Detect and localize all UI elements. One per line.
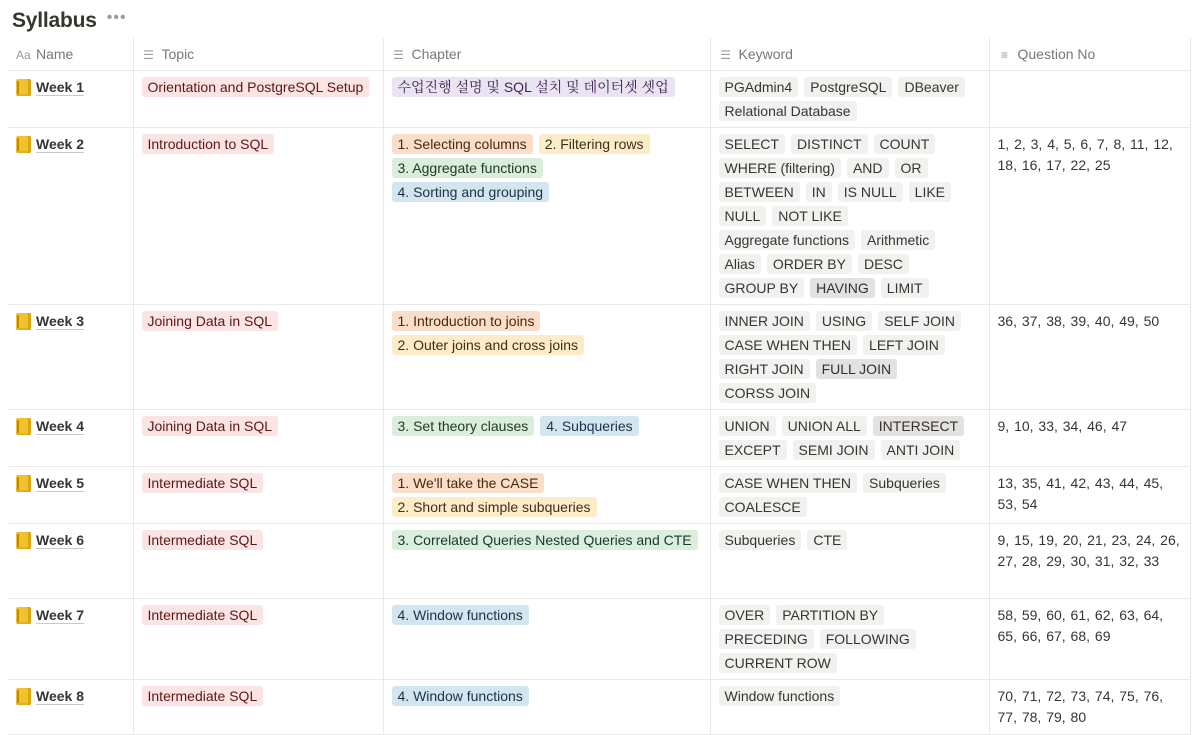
chapter-tags xyxy=(392,416,702,436)
chapter-tags xyxy=(392,530,702,550)
keyword-tags xyxy=(719,311,981,403)
topic-tag: Orientation and PostgreSQL Setup xyxy=(142,77,370,97)
keyword-tags xyxy=(719,473,981,517)
topic-cell[interactable] xyxy=(133,305,383,410)
keyword-tag: Subqueries xyxy=(863,473,946,493)
topic-tag: Intermediate SQL xyxy=(142,686,264,706)
name-cell[interactable] xyxy=(8,467,133,524)
question-no-cell[interactable] xyxy=(989,128,1190,305)
chapter-tag: 3. Aggregate functions xyxy=(392,158,543,178)
chapter-tag: 4. Window functions xyxy=(392,605,529,625)
chapter-tags xyxy=(392,77,702,97)
syllabus-table xyxy=(8,38,1191,735)
row-name-link[interactable]: Week 8 xyxy=(36,688,84,704)
list-icon: ☰ xyxy=(393,48,404,62)
question-numbers: 13, 35, 41, 42, 43, 44, 45, 53, 54 xyxy=(997,475,1164,512)
name-wrapper xyxy=(16,77,125,97)
row-name-link[interactable]: Week 1 xyxy=(36,79,84,95)
chapter-tag: 수업진행 설명 및 SQL 설치 및 데이터셋 셋업 xyxy=(392,77,675,97)
keyword-tag: Subqueries xyxy=(719,530,802,550)
chapter-cell[interactable] xyxy=(383,524,710,599)
keyword-tag: OVER xyxy=(719,605,771,625)
keyword-tag: INTERSECT xyxy=(873,416,964,436)
keyword-tag: ANTI JOIN xyxy=(881,440,961,460)
question-numbers: 58, 59, 60, 61, 62, 63, 64, 65, 66, 67, 68, 69 xyxy=(997,607,1164,644)
name-cell[interactable] xyxy=(8,305,133,410)
chapter-tag: 1. We'll take the CASE xyxy=(392,473,545,493)
topic-cell[interactable] xyxy=(133,524,383,599)
keyword-tag: LIMIT xyxy=(881,278,929,298)
keyword-tag: AND xyxy=(847,158,889,178)
chapter-tags xyxy=(392,605,702,625)
keyword-tag: PGAdmin4 xyxy=(719,77,799,97)
name-wrapper xyxy=(16,605,125,625)
column-label: Chapter xyxy=(411,46,462,62)
row-name-link[interactable]: Week 5 xyxy=(36,475,84,491)
keyword-tag: DBeaver xyxy=(898,77,964,97)
keyword-tag: IS NULL xyxy=(838,182,903,202)
keyword-tag: SEMI JOIN xyxy=(793,440,875,460)
column-header-question-no[interactable] xyxy=(989,38,1190,71)
keyword-tag: Arithmetic xyxy=(861,230,935,250)
keyword-cell[interactable] xyxy=(710,599,989,680)
topic-cell[interactable] xyxy=(133,410,383,467)
topic-tag: Introduction to SQL xyxy=(142,134,275,154)
keyword-tag: PRECEDING xyxy=(719,629,814,649)
column-header-name[interactable] xyxy=(8,38,133,71)
name-cell[interactable] xyxy=(8,524,133,599)
keyword-tag: CASE WHEN THEN xyxy=(719,335,858,355)
keyword-cell[interactable] xyxy=(710,305,989,410)
column-label: Name xyxy=(36,46,74,62)
keyword-tag: CURRENT ROW xyxy=(719,653,837,673)
keyword-tag: SELECT xyxy=(719,134,785,154)
keyword-tags xyxy=(719,605,981,673)
topic-tag: Intermediate SQL xyxy=(142,605,264,625)
notebook-icon xyxy=(16,607,31,624)
chapter-cell[interactable] xyxy=(383,680,710,735)
keyword-tag: CORSS JOIN xyxy=(719,383,817,403)
name-cell[interactable] xyxy=(8,71,133,128)
chapter-tag: 4. Subqueries xyxy=(540,416,638,436)
chapter-tag: 2. Filtering rows xyxy=(539,134,650,154)
keyword-tag: PARTITION BY xyxy=(776,605,884,625)
list-icon: ☰ xyxy=(720,48,731,62)
question-no-cell[interactable] xyxy=(989,71,1190,128)
keyword-tag: LEFT JOIN xyxy=(863,335,945,355)
chapter-cell[interactable] xyxy=(383,410,710,467)
text-icon: ≡ xyxy=(1000,48,1008,62)
chapter-tag: 4. Window functions xyxy=(392,686,529,706)
name-cell[interactable] xyxy=(8,128,133,305)
topic-cell[interactable] xyxy=(133,71,383,128)
table-header-row xyxy=(8,38,1190,71)
keyword-tag: BETWEEN xyxy=(719,182,800,202)
name-cell[interactable] xyxy=(8,680,133,735)
table-row[interactable] xyxy=(8,467,1190,524)
keyword-cell[interactable] xyxy=(710,680,989,735)
notebook-icon xyxy=(16,136,31,153)
topic-tags xyxy=(142,77,375,97)
notebook-icon xyxy=(16,688,31,705)
keyword-tag: CASE WHEN THEN xyxy=(719,473,858,493)
question-no-cell[interactable] xyxy=(989,680,1190,735)
name-wrapper xyxy=(16,530,125,550)
keyword-tag: USING xyxy=(816,311,872,331)
chapter-tags xyxy=(392,134,702,202)
column-header-topic[interactable] xyxy=(133,38,383,71)
list-icon: ☰ xyxy=(143,48,154,62)
column-label: Keyword xyxy=(738,46,793,62)
chapter-cell[interactable] xyxy=(383,305,710,410)
chapter-tag: 2. Outer joins and cross joins xyxy=(392,335,585,355)
notebook-icon xyxy=(16,475,31,492)
keyword-tag: ORDER BY xyxy=(767,254,852,274)
notebook-icon xyxy=(16,79,31,96)
table-row[interactable] xyxy=(8,410,1190,467)
question-no-cell[interactable] xyxy=(989,524,1190,599)
more-options-button[interactable]: ••• xyxy=(106,9,127,26)
question-numbers: 1, 2, 3, 4, 5, 6, 7, 8, 11, 12, 18, 16, 17, 22, 25 xyxy=(997,136,1173,173)
notebook-icon xyxy=(16,313,31,330)
topic-tag: Intermediate SQL xyxy=(142,473,264,493)
keyword-tag: COUNT xyxy=(874,134,936,154)
keyword-tag: PostgreSQL xyxy=(804,77,892,97)
keyword-tag: HAVING xyxy=(810,278,875,298)
keyword-tag: NOT LIKE xyxy=(772,206,848,226)
keyword-tags xyxy=(719,530,981,550)
column-label: Topic xyxy=(161,46,195,62)
keyword-tag: GROUP BY xyxy=(719,278,805,298)
topic-tags xyxy=(142,473,375,493)
text-type-icon: Aa xyxy=(16,48,31,62)
column-label: Question No xyxy=(1017,46,1096,62)
keyword-tag: INNER JOIN xyxy=(719,311,810,331)
question-no-cell[interactable] xyxy=(989,467,1190,524)
keyword-tag: OR xyxy=(895,158,928,178)
keyword-cell[interactable] xyxy=(710,410,989,467)
keyword-tag: CTE xyxy=(807,530,847,550)
keyword-tag: DISTINCT xyxy=(791,134,868,154)
row-name-link[interactable]: Week 4 xyxy=(36,418,84,434)
keyword-tag: WHERE (filtering) xyxy=(719,158,841,178)
keyword-tag: UNION ALL xyxy=(782,416,867,436)
keyword-tags xyxy=(719,416,981,460)
chapter-tags xyxy=(392,686,702,706)
keyword-tag: IN xyxy=(806,182,832,202)
chapter-tags xyxy=(392,473,702,517)
topic-tags xyxy=(142,134,375,154)
keyword-tag: EXCEPT xyxy=(719,440,787,460)
table-row[interactable] xyxy=(8,71,1190,128)
row-name-link[interactable]: Week 2 xyxy=(36,136,84,152)
keyword-tag: SELF JOIN xyxy=(878,311,961,331)
topic-tags xyxy=(142,686,375,706)
row-name-link[interactable]: Week 6 xyxy=(36,532,84,548)
topic-cell[interactable] xyxy=(133,128,383,305)
topic-tags xyxy=(142,416,375,436)
question-numbers: 70, 71, 72, 73, 74, 75, 76, 77, 78, 79, 80 xyxy=(997,688,1164,725)
chapter-cell[interactable] xyxy=(383,599,710,680)
topic-tags xyxy=(142,605,375,625)
keyword-tags xyxy=(719,686,981,706)
chapter-cell[interactable] xyxy=(383,128,710,305)
keyword-tag: DESC xyxy=(858,254,909,274)
topic-cell[interactable] xyxy=(133,599,383,680)
keyword-tag: FOLLOWING xyxy=(820,629,916,649)
question-numbers: 36, 37, 38, 39, 40, 49, 50 xyxy=(997,313,1160,329)
name-wrapper xyxy=(16,416,125,436)
page-title: Syllabus xyxy=(12,9,97,32)
topic-cell[interactable] xyxy=(133,467,383,524)
table-row[interactable] xyxy=(8,599,1190,680)
question-no-cell[interactable] xyxy=(989,305,1190,410)
table-row[interactable] xyxy=(8,305,1190,410)
chapter-tags xyxy=(392,311,702,355)
chapter-tag: 3. Set theory clauses xyxy=(392,416,535,436)
chapter-tag: 2. Short and simple subqueries xyxy=(392,497,597,517)
name-wrapper xyxy=(16,311,125,331)
topic-tag: Intermediate SQL xyxy=(142,530,264,550)
topic-tags xyxy=(142,530,375,550)
topic-tags xyxy=(142,311,375,331)
keyword-tag: Relational Database xyxy=(719,101,857,121)
keyword-tag: COALESCE xyxy=(719,497,807,517)
chapter-cell[interactable] xyxy=(383,467,710,524)
chapter-tag: 1. Selecting columns xyxy=(392,134,533,154)
keyword-tag: NULL xyxy=(719,206,767,226)
keyword-tag: Alias xyxy=(719,254,761,274)
topic-tag: Joining Data in SQL xyxy=(142,416,279,436)
keyword-tag: UNION xyxy=(719,416,776,436)
notebook-icon xyxy=(16,532,31,549)
keyword-tag: RIGHT JOIN xyxy=(719,359,810,379)
name-wrapper xyxy=(16,134,125,154)
name-cell[interactable] xyxy=(8,410,133,467)
row-name-link[interactable]: Week 7 xyxy=(36,607,84,623)
name-wrapper xyxy=(16,686,125,706)
column-header-chapter[interactable] xyxy=(383,38,710,71)
question-no-cell[interactable] xyxy=(989,599,1190,680)
chapter-tag: 3. Correlated Queries Nested Queries and CTE xyxy=(392,530,698,550)
table-row[interactable] xyxy=(8,524,1190,599)
column-header-keyword[interactable] xyxy=(710,38,989,71)
question-no-cell[interactable] xyxy=(989,410,1190,467)
keyword-cell[interactable] xyxy=(710,128,989,305)
keyword-tag: Aggregate functions xyxy=(719,230,856,250)
table-row[interactable] xyxy=(8,128,1190,305)
question-numbers: 9, 15, 19, 20, 21, 23, 24, 26, 27, 28, 29, 30, 31, 32, 33 xyxy=(997,532,1180,569)
chapter-cell[interactable] xyxy=(383,71,710,128)
keyword-cell[interactable] xyxy=(710,71,989,128)
keyword-tags xyxy=(719,134,981,298)
row-name-link[interactable]: Week 3 xyxy=(36,313,84,329)
keyword-cell[interactable] xyxy=(710,467,989,524)
notebook-icon xyxy=(16,418,31,435)
keyword-cell[interactable] xyxy=(710,524,989,599)
chapter-tag: 4. Sorting and grouping xyxy=(392,182,550,202)
keyword-tag: FULL JOIN xyxy=(816,359,898,379)
name-cell[interactable] xyxy=(8,599,133,680)
page-header xyxy=(12,6,127,36)
keyword-tag: Window functions xyxy=(719,686,841,706)
chapter-tag: 1. Introduction to joins xyxy=(392,311,541,331)
topic-tag: Joining Data in SQL xyxy=(142,311,279,331)
keyword-tags xyxy=(719,77,981,121)
keyword-tag: LIKE xyxy=(909,182,951,202)
question-numbers: 9, 10, 33, 34, 46, 47 xyxy=(997,418,1128,434)
name-wrapper xyxy=(16,473,125,493)
topic-cell[interactable] xyxy=(133,680,383,735)
table-row[interactable] xyxy=(8,680,1190,735)
